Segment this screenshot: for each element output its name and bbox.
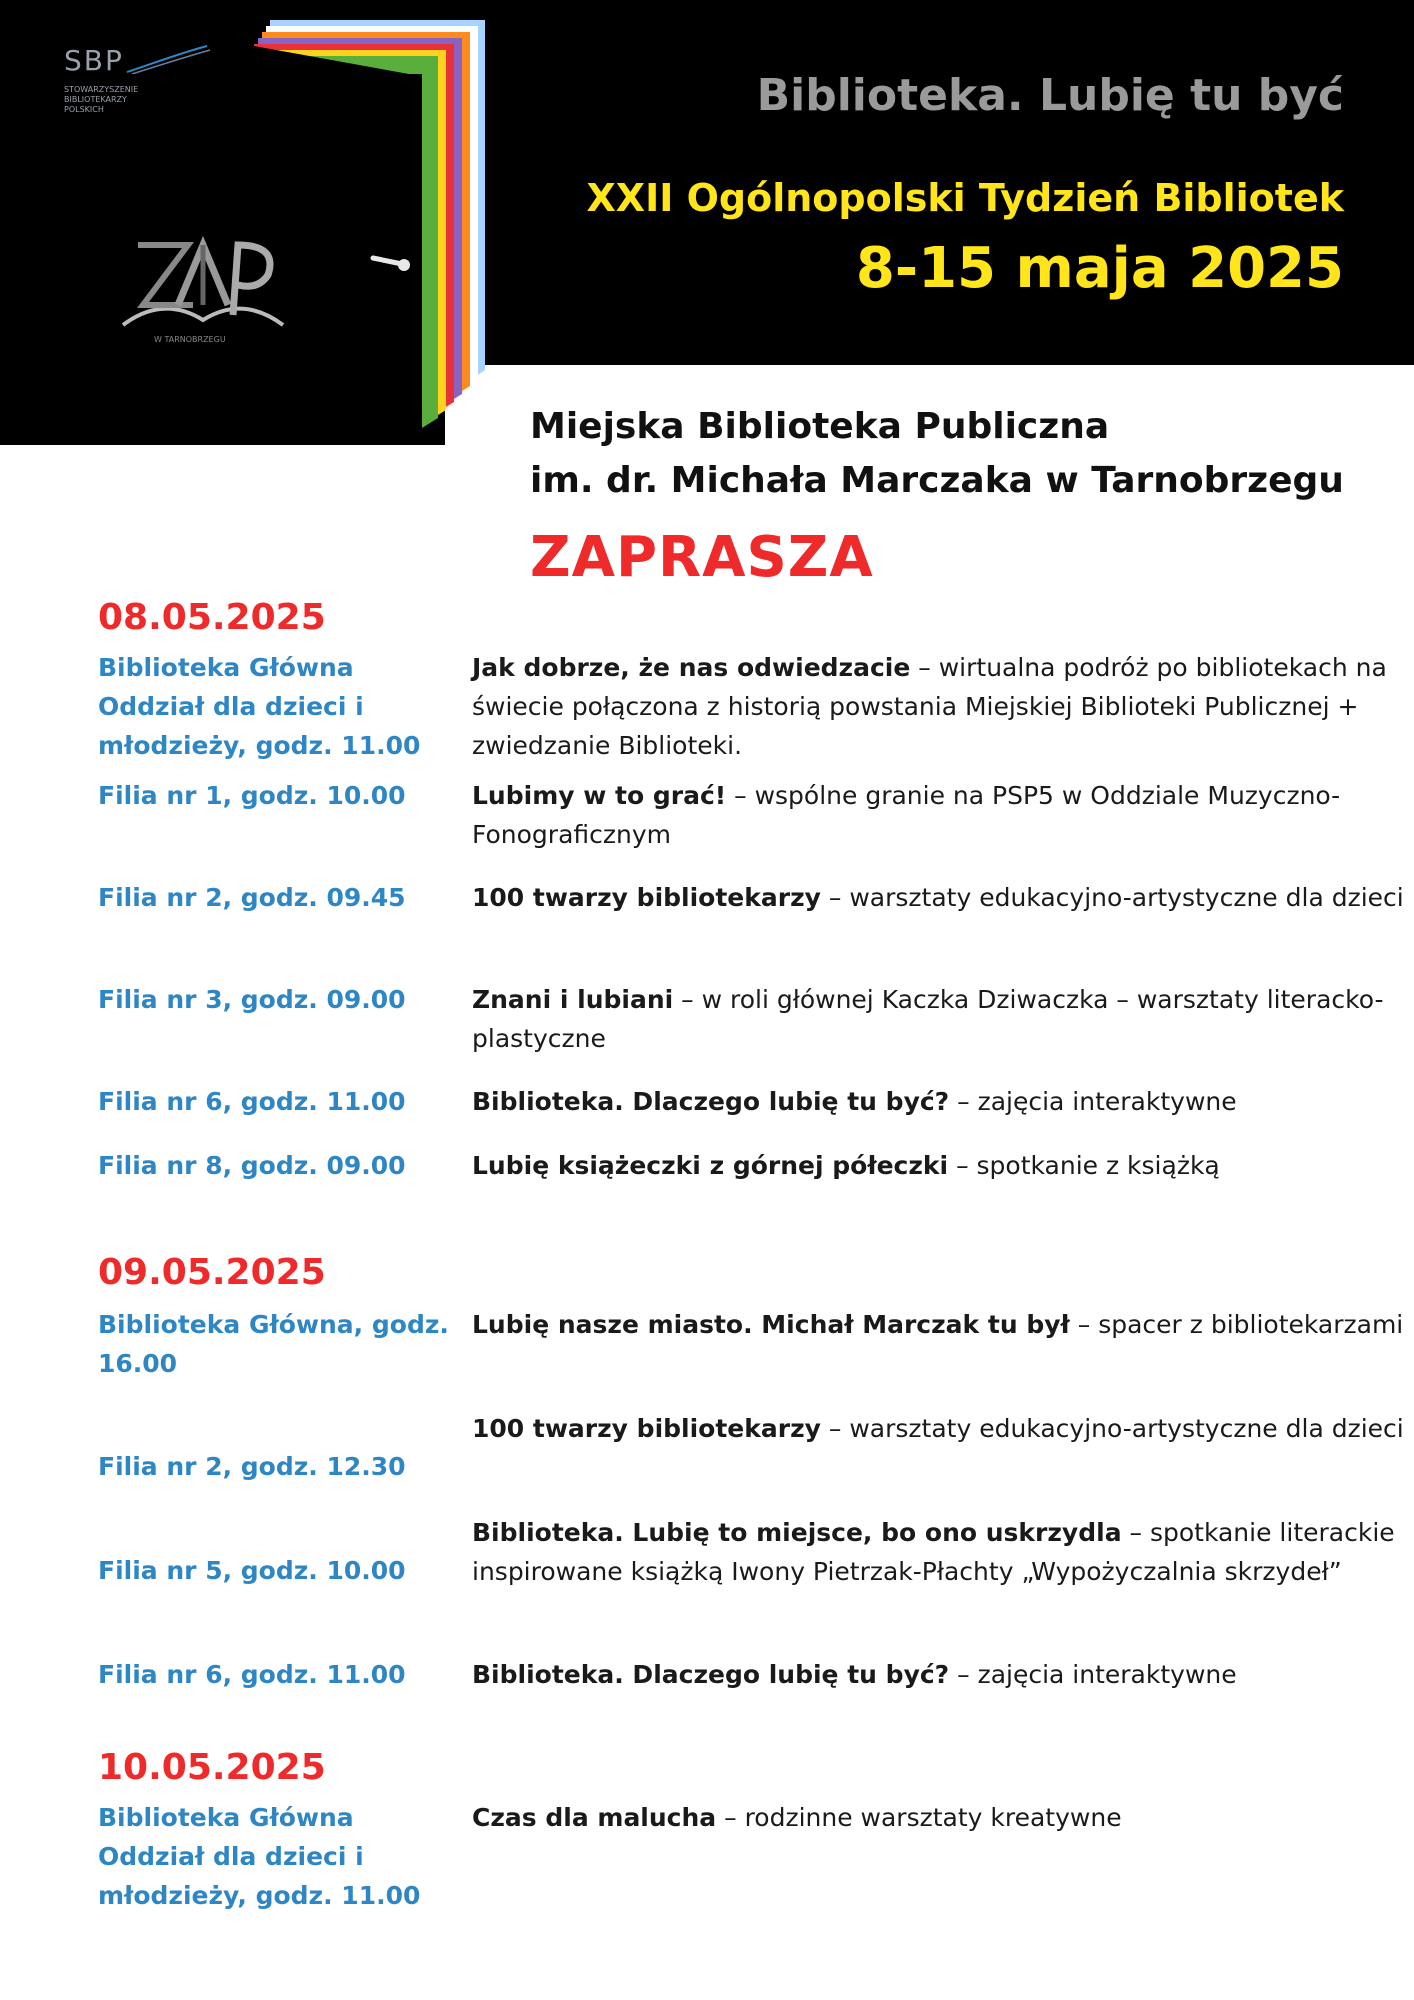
event-place: Filia nr 6, godz. 11.00 — [98, 1660, 406, 1689]
open-book-icon — [118, 225, 288, 340]
event-place: Biblioteka Główna Oddział dla dzieci i młodzieży, godz. 11.00 — [98, 653, 421, 760]
event-description — [472, 648, 1414, 765]
event-description — [472, 1305, 1414, 1344]
sbp-logo-letters: SBP — [64, 44, 124, 77]
event-place: Filia nr 8, godz. 09.00 — [98, 1151, 406, 1180]
event-place: Filia nr 1, godz. 10.00 — [98, 781, 406, 810]
event-detail: – rodzinne warsztaty kreatywne — [716, 1803, 1122, 1832]
day-date: 09.05.2025 — [98, 1252, 326, 1293]
event-description — [472, 1655, 1414, 1694]
sbp-logo-line1: STOWARZYSZENIE — [64, 85, 139, 94]
day-section — [98, 1744, 1338, 1910]
sbp-logo-line3: POLSKICH — [64, 105, 104, 114]
event-detail: – warsztaty edukacyjno-artystyczne dla dzieci — [820, 1414, 1404, 1443]
day-date: 08.05.2025 — [98, 597, 326, 638]
event-title-text: Lubię książeczki z górnej półeczki — [472, 1151, 949, 1180]
library-name — [530, 400, 1344, 508]
day-section — [98, 594, 1404, 1180]
event-detail: – spotkanie literackie inspirowane książką Iwony Pietrzak-Płachty „Wypożyczalnia skrzydeł” — [472, 1518, 1395, 1586]
sbp-swoosh-icon — [122, 44, 212, 74]
event-detail: – zajęcia interaktywne — [949, 1660, 1237, 1689]
event-description — [472, 1513, 1414, 1591]
event-place: Filia nr 2, godz. 12.30 — [98, 1452, 406, 1481]
event-description — [472, 1082, 1414, 1121]
event-place: Filia nr 2, godz. 09.45 — [98, 883, 406, 912]
sbp-logo-line2: BIBLIOTEKARZY — [64, 95, 127, 104]
event-place: Biblioteka Główna, godz. 16.00 — [98, 1310, 449, 1378]
event-title: XXII Ogólnopolski Tydzień Bibliotek — [586, 176, 1344, 220]
event-title-text: Biblioteka. Dlaczego lubię tu być? — [472, 1087, 950, 1116]
event-place: Filia nr 6, godz. 11.00 — [98, 1087, 406, 1116]
sbp-logo — [64, 44, 138, 115]
event-dates: 8-15 maja 2025 — [855, 236, 1344, 301]
event-title-text: 100 twarzy bibliotekarzy — [472, 883, 821, 912]
day-date: 10.05.2025 — [98, 1747, 326, 1788]
event-description — [472, 980, 1414, 1058]
event-description — [472, 1798, 1414, 1837]
event-title-text: Lubimy w to grać! — [472, 781, 727, 810]
library-name-line1: Miejska Biblioteka Publiczna — [530, 406, 1110, 447]
invites-heading: ZAPRASZA — [530, 525, 874, 590]
event-detail: – zajęcia interaktywne — [949, 1087, 1237, 1116]
event-place: Filia nr 5, godz. 10.00 — [98, 1556, 406, 1585]
event-title-text: Biblioteka. Dlaczego lubię tu być? — [472, 1660, 950, 1689]
mbp-logo — [118, 225, 288, 344]
event-detail: – wirtualna podróż po bibliotekach na świecie połączona z historią powstania Miejskiej Biblioteki Publicznej + zwiedzanie Biblioteki. — [472, 653, 1387, 760]
event-description — [472, 1146, 1414, 1185]
event-place: Filia nr 3, godz. 09.00 — [98, 985, 406, 1014]
campaign-tagline: Biblioteka. Lubię tu być — [756, 70, 1344, 121]
event-title-text: Biblioteka. Lubię to miejsce, bo ono uskrzydla — [472, 1518, 1122, 1547]
event-detail: – w roli głównej Kaczka Dziwaczka – warsztaty literacko-plastyczne — [472, 985, 1384, 1053]
day-section — [98, 1249, 1404, 1689]
event-title-text: Znani i lubiani — [472, 985, 674, 1014]
event-description — [472, 776, 1414, 854]
mbp-logo-city: W TARNOBRZEGU — [154, 335, 226, 344]
event-title-text: 100 twarzy bibliotekarzy — [472, 1414, 821, 1443]
event-title-text: Lubię nasze miasto. Michał Marczak tu był — [472, 1310, 1070, 1339]
event-detail: – wspólne granie na PSP5 w Oddziale Muzyczno-Fonograficznym — [472, 781, 1341, 849]
event-title-text: Czas dla malucha — [472, 1803, 717, 1832]
event-detail: – spacer z bibliotekarzami — [1069, 1310, 1404, 1339]
event-title-text: Jak dobrze, że nas odwiedzacie — [472, 653, 911, 682]
event-description — [472, 878, 1414, 917]
library-name-line2: im. dr. Michała Marczaka w Tarnobrzegu — [530, 460, 1344, 501]
event-detail: – spotkanie z książką — [948, 1151, 1220, 1180]
event-detail: – warsztaty edukacyjno-artystyczne dla dzieci — [820, 883, 1404, 912]
event-description — [472, 1409, 1414, 1448]
event-place: Biblioteka Główna Oddział dla dzieci i młodzieży, godz. 11.00 — [98, 1803, 421, 1910]
